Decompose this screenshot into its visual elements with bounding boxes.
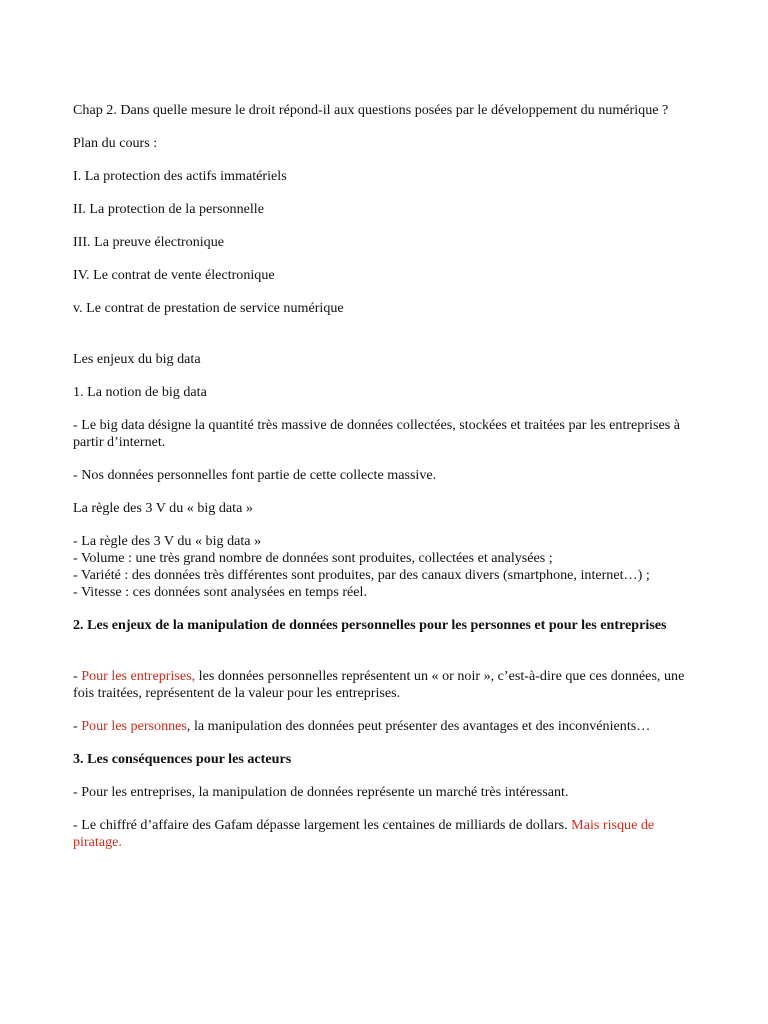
paragraph: - Nos données personnelles font partie de cette collecte massive. [73, 467, 437, 483]
plan-item: IV. Le contrat de vente électronique [73, 267, 275, 283]
highlight-red: Mais risque de piratage. [73, 817, 655, 850]
rule-line: - Vitesse : ces données sont analysées en temps réel. [73, 584, 367, 600]
highlight-red: Pour les personnes [81, 718, 187, 734]
document-page [73, 102, 703, 851]
section-heading: Les enjeux du big data [73, 351, 201, 367]
highlight-red: Pour les entreprises, [81, 668, 196, 684]
paragraph: - Pour les entreprises, la manipulation de données représente un marché très intéressant. [73, 784, 569, 800]
plan-item: v. Le contrat de prestation de service numérique [73, 300, 344, 316]
plan-item: I. La protection des actifs immatériels [73, 168, 287, 184]
rule-heading: La règle des 3 V du « big data » [73, 500, 253, 516]
subsection-heading-bold: 3. Les conséquences pour les acteurs [73, 751, 292, 767]
dash: - [73, 668, 82, 684]
rule-line: - Volume : une très grand nombre de données sont produites, collectées et analysées ; [73, 550, 553, 566]
paragraph-text: , la manipulation des données peut présenter des avantages et des inconvénients… [186, 718, 651, 734]
paragraph-persons [73, 718, 703, 735]
subsection-heading: 1. La notion de big data [73, 384, 207, 400]
plan-item: II. La protection de la personnelle [73, 201, 264, 217]
paragraph-gafam [73, 817, 703, 851]
rule-line: - Variété : des données très différentes sont produites, par des canaux divers (smartphone, internet…) ; [73, 567, 650, 583]
plan-item: III. La preuve électronique [73, 234, 225, 250]
subsection-heading-bold: 2. Les enjeux de la manipulation de données personnelles pour les personnes et pour les entreprises [73, 617, 667, 633]
paragraph-text: les données personnelles représentent un « or noir », c’est-à-dire que ces données, une fois traitées, représentent de la valeur pour les entreprises. [73, 668, 685, 701]
paragraph-enterprises [73, 668, 703, 702]
rule-line: - La règle des 3 V du « big data » [73, 533, 262, 549]
document-title: Chap 2. Dans quelle mesure le droit répond-il aux questions posées par le développement du numérique ? [73, 102, 669, 118]
paragraph: - Le big data désigne la quantité très massive de données collectées, stockées et traitées par les entreprises à partir d’internet. [73, 417, 680, 450]
paragraph-text: - Le chiffré d’affaire des Gafam dépasse largement les centaines de milliards de dollars. [73, 817, 572, 833]
plan-heading: Plan du cours : [73, 135, 158, 151]
dash: - [73, 718, 82, 734]
